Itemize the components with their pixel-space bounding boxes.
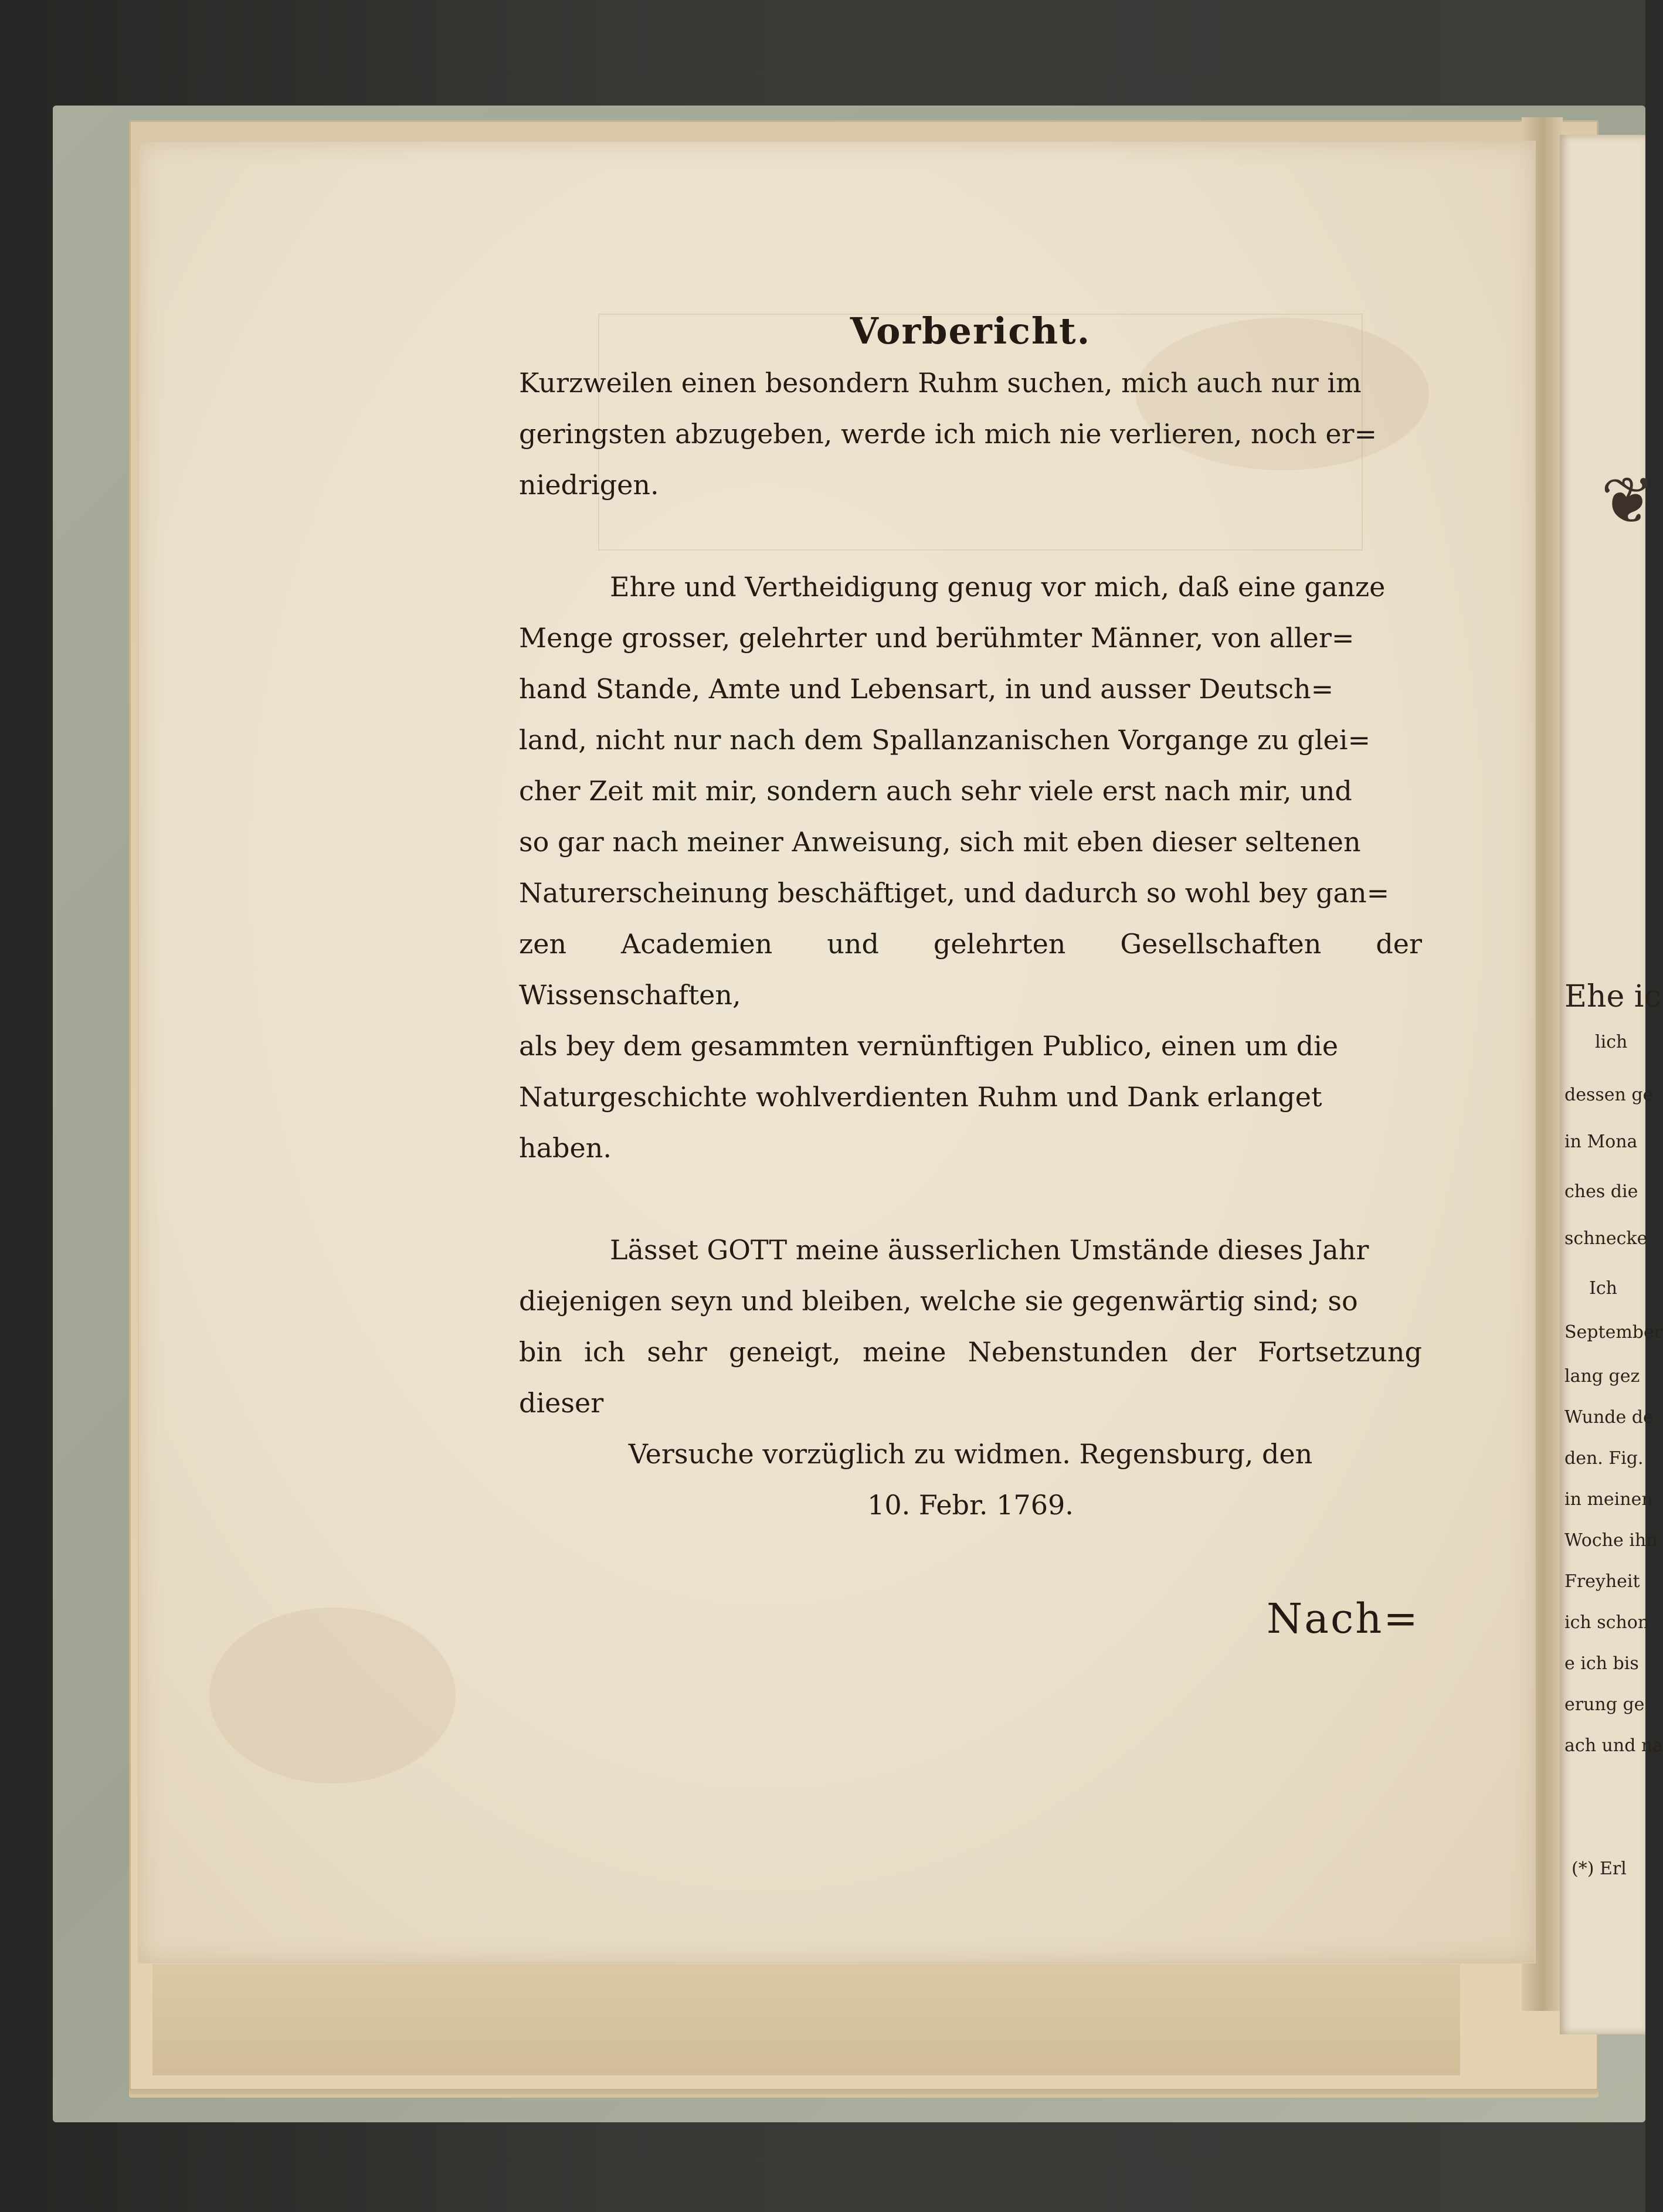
- facing-text-line: dessen ge: [1564, 1085, 1654, 1105]
- text-line: geringsten abzugeben, werde ich mich nie verlieren, noch er=: [519, 418, 1377, 450]
- paper-stain: [209, 1608, 456, 1783]
- facing-text-line: Freyheit: [1564, 1571, 1640, 1592]
- text-line: Kurzweilen einen besondern Ruhm suchen, mich auch nur im: [519, 367, 1362, 399]
- text-line: Menge grosser, gelehrter und berühmter Männer, von aller=: [519, 622, 1355, 654]
- page-text-block: [519, 305, 1422, 1531]
- text-line: niedrigen.: [519, 469, 659, 501]
- facing-text-line: Wunde de: [1564, 1407, 1654, 1428]
- facing-text-line: ich schon: [1564, 1612, 1650, 1633]
- text-line: Ehre und Vertheidigung genug vor mich, daß eine ganze: [610, 571, 1386, 603]
- facing-text-line: lang gez: [1564, 1366, 1640, 1387]
- page-stack-bottom: [152, 1964, 1460, 2075]
- facing-text-line: schnecke: [1564, 1228, 1648, 1249]
- facing-text-line: in meinen: [1564, 1489, 1653, 1510]
- text-line: Lässet GOTT meine äusserlichen Umstände dieses Jahr: [610, 1234, 1369, 1266]
- facing-text-line: in Mona: [1564, 1132, 1638, 1152]
- facing-text-line: Ehe ic: [1564, 979, 1661, 1014]
- text-line: bin ich sehr geneigt, meine Nebenstunden der Fortsetzung dieser: [519, 1336, 1422, 1419]
- text-line: land, nicht nur nach dem Spallanzanischen Vorgange zu glei=: [519, 724, 1371, 756]
- facing-text-line: den. Fig.: [1564, 1448, 1644, 1469]
- date-line: 10. Febr. 1769.: [867, 1489, 1074, 1521]
- text-line: Versuche vorzüglich zu widmen. Regensburg, den: [628, 1438, 1313, 1470]
- running-head: Vorbericht.: [850, 310, 1091, 352]
- facing-text-line: ach und na: [1564, 1735, 1663, 1756]
- catchword: Nach=: [1267, 1595, 1420, 1643]
- facing-text-line: September: [1564, 1322, 1663, 1343]
- facing-text-line: Woche ihn: [1564, 1530, 1658, 1551]
- paragraph: [519, 358, 1422, 511]
- facing-text-line: ches die: [1564, 1181, 1638, 1202]
- facing-page: [1560, 135, 1663, 2034]
- text-line: Naturerscheinung beschäftiget, und dadurch so wohl bey gan=: [519, 877, 1390, 909]
- facing-text-line: e ich bis: [1564, 1653, 1639, 1674]
- paragraph: [519, 1225, 1422, 1531]
- text-line: hand Stande, Amte und Lebensart, in und ausser Deutsch=: [519, 673, 1334, 705]
- facing-text-line: lich: [1595, 1032, 1628, 1052]
- text-line: Naturgeschichte wohlverdienten Ruhm und Dank erlanget: [519, 1081, 1322, 1113]
- facing-footnote: (*) Erl: [1572, 1858, 1627, 1879]
- text-line: diejenigen seyn und bleiben, welche sie gegenwärtig sind; so: [519, 1285, 1358, 1317]
- facing-text-line: Ich: [1589, 1278, 1617, 1299]
- text-line: zen Academien und gelehrten Gesellschaften der Wissenschaften,: [519, 928, 1422, 1011]
- text-line: haben.: [519, 1132, 612, 1164]
- text-line: als bey dem gesammten vernünftigen Publico, einen um die: [519, 1030, 1339, 1062]
- paragraph: [519, 562, 1422, 1174]
- text-line: so gar nach meiner Anweisung, sich mit eben dieser seltenen: [519, 826, 1361, 858]
- ornament-icon: ❦: [1601, 463, 1655, 538]
- facing-text-line: erung ge: [1564, 1694, 1645, 1715]
- text-line: cher Zeit mit mir, sondern auch sehr viele erst nach mir, und: [519, 775, 1352, 807]
